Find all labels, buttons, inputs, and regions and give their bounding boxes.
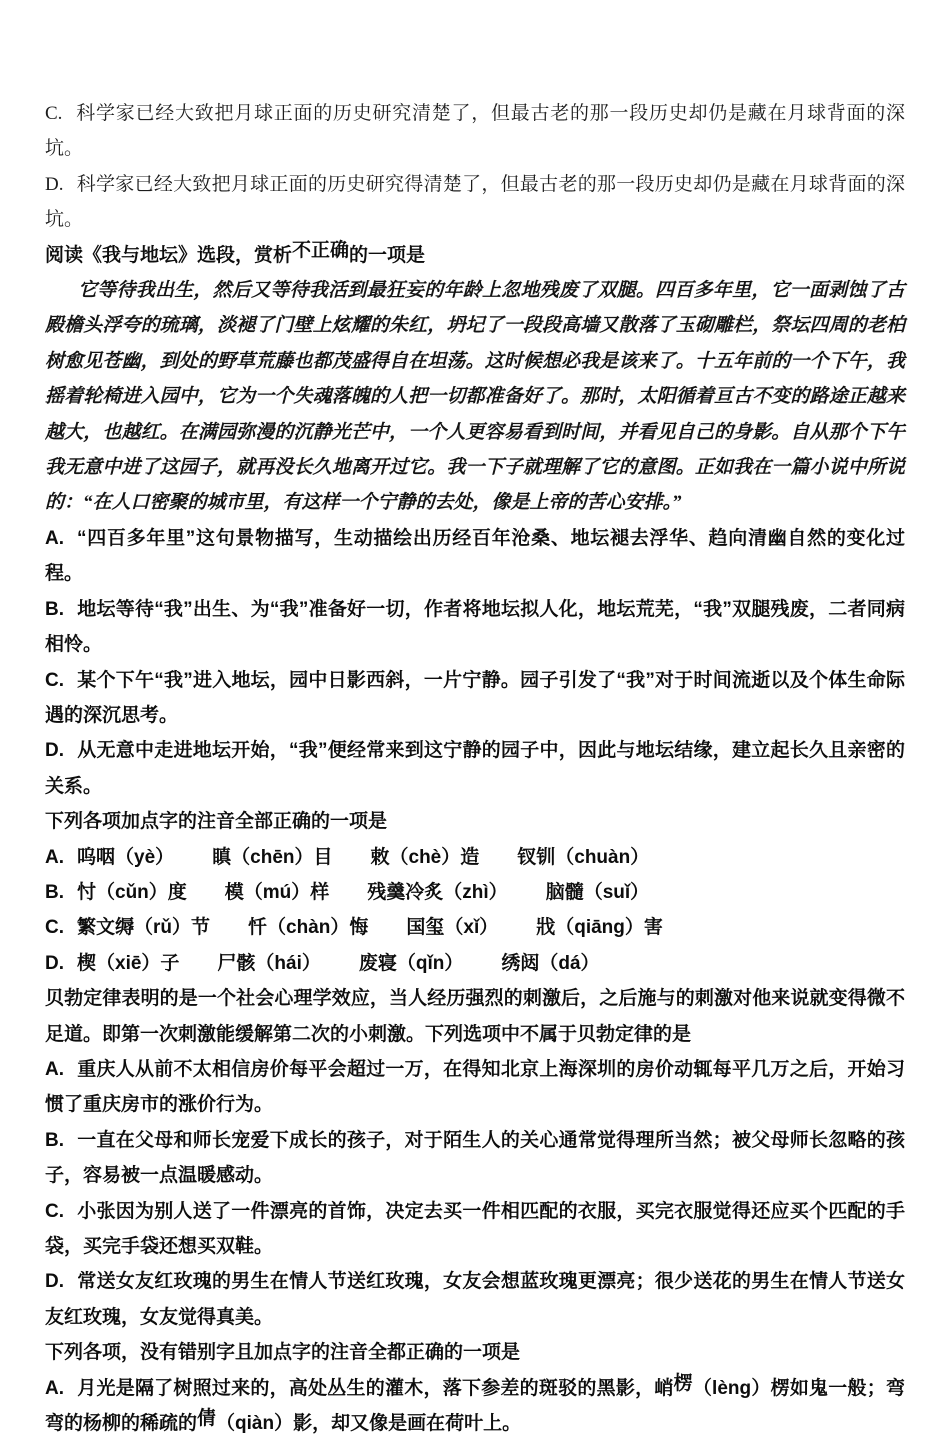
ditan-passage: 它等待我出生，然后又等待我活到最狂妄的年龄上忽地残废了双腿。四百多年里，它一面剥蚀了古殿檐头浮夸的琉璃，淡褪了门壁上炫耀的朱红，坍圮了一段段高墙又散落了玉砌雕栏，祭坛四周的老柏树愈见苍幽，到处的野草荒藤也都茂盛得自在坦荡。这时候想必我是该来了。十五年前的一个下午，我摇着轮椅进入园中，它为一个失魂落魄的人把一切都准备好了。那时，太阳循着亘古不变的路途正越来越大，也越红。在满园弥漫的沉静光芒中，一个人更容易看到时间，并看见自己的身影。自从那个下午我无意中进了这园子，就再没长久地离开过它。我一下子就理解了它的意图。正如我在一篇小说中所说的：“在人口密聚的城市里，有这样一个宁静的去处，像是上帝的苦心安排。” [45, 280, 905, 514]
pinyin-option-c [45, 910, 905, 945]
document-content [45, 96, 905, 1441]
pinyin-item: 废寝（qǐn） [358, 952, 464, 974]
prompt-text: 的一项是 [349, 244, 426, 266]
typo-option-a [45, 1371, 905, 1441]
pinyin-option-b [45, 875, 905, 910]
option-label: A. [45, 846, 64, 868]
pinyin-item: 钗钏（chuàn） [517, 846, 650, 868]
typo-question-prompt: 下列各项，没有错别字且加点字的注音全都正确的一项是 [45, 1342, 521, 1364]
pinyin-item: 模（mú）样 [224, 881, 330, 903]
ditan-option-c [45, 663, 905, 734]
pinyin-item: 国玺（xǐ） [406, 917, 499, 939]
option-label: C. [45, 1200, 64, 1222]
pinyin-item: 呜咽（yè） [77, 846, 175, 868]
ditan-option-d [45, 733, 905, 804]
option-text: 常送女友红玫瑰的男生在情人节送红玫瑰，女友会想蓝玫瑰更漂亮；很少送花的男生在情人节送女友红玫瑰，女友觉得真美。 [45, 1271, 905, 1328]
option-text: 从无意中走进地坛开始，“我”便经常来到这宁静的园子中，因此与地坛结缘，建立起长久且亲密的关系。 [45, 740, 905, 797]
ditan-question-prompt [45, 238, 905, 273]
pinyin-item: 繁文缛（rǔ）节 [77, 917, 211, 939]
ditan-option-b [45, 592, 905, 663]
option-label: D. [45, 173, 64, 195]
pinyin-item: 忖（cǔn）度 [77, 881, 187, 903]
beibo-option-c [45, 1194, 905, 1265]
pinyin-item: 瞋（chēn）目 [212, 846, 333, 868]
prompt-emphasis: 不正确 [292, 239, 350, 261]
option-label: D. [45, 740, 64, 762]
option-text: 地坛等待“我”出生、为“我”准备好一切，作者将地坛拟人化，地坛荒芜，“我”双腿残废，二者同病相怜。 [45, 598, 905, 656]
option-label: C. [45, 669, 64, 691]
pinyin-option-a [45, 840, 905, 875]
option-label: A. [45, 1377, 64, 1399]
beibo-question-intro: 贝勃定律表明的是一个社会心理学效应，当人经历强烈的刺激后，之后施与的刺激对他来说就变得微不足道。即第一次刺激能缓解第二次的小刺激。下列选项中不属于贝勃定律的是 [45, 988, 905, 1045]
beibo-option-a [45, 1052, 905, 1123]
option-label: B. [45, 598, 64, 620]
ditan-option-a [45, 521, 905, 592]
option-text: 月光是隔了树照过来的，高处丛生的灌木，落下参差的斑驳的黑影，峭 [77, 1377, 674, 1399]
option-label: B. [45, 881, 64, 903]
beibo-option-b [45, 1123, 905, 1194]
annotated-char: 楞 [673, 1372, 693, 1394]
option-label: B. [45, 1129, 64, 1151]
annotated-char: 倩 [197, 1408, 217, 1430]
pinyin-item: 忏（chàn）悔 [248, 917, 369, 939]
beibo-option-d [45, 1264, 905, 1335]
option-text: （qiàn）影，却又像是画在荷叶上。 [216, 1413, 522, 1435]
pinyin-item: 绣闼（dá） [501, 952, 600, 974]
option-label: D. [45, 1271, 64, 1293]
pinyin-item: 敕（chè）造 [370, 846, 480, 868]
option-label: A. [45, 1058, 64, 1080]
option-text: 一直在父母和师长宠爱下成长的孩子，对于陌生人的关心通常觉得理所当然；被父母师长忽略的孩子，容易被一点温暖感动。 [45, 1129, 905, 1187]
pinyin-question-prompt: 下列各项加点字的注音全部正确的一项是 [45, 811, 388, 833]
pinyin-item: 楔（xiē）子 [77, 952, 180, 974]
option-text: 科学家已经大致把月球正面的历史研究得清楚了，但最古老的那一段历史却仍是藏在月球背面的深坑。 [45, 173, 905, 231]
option-label: A. [45, 527, 64, 549]
pinyin-item: 尸骸（hái） [217, 952, 321, 974]
option-text: 科学家已经大致把月球正面的历史研究清楚了，但最古老的那一段历史却仍是藏在月球背面的深坑。 [45, 103, 905, 160]
option-label: C. [45, 917, 64, 939]
option-text: （lèng）楞如鬼一般；弯弯的杨柳的稀疏的 [45, 1377, 905, 1435]
option-text: 某个下午“我”进入地坛，园中日影西斜，一片宁静。园子引发了“我”对于时间流逝以及个体生命际遇的深沉思考。 [45, 669, 905, 726]
pinyin-item: 残羹冷炙（zhì） [367, 881, 508, 903]
pinyin-item: 脑髓（suǐ） [545, 881, 650, 903]
option-label: C. [45, 103, 63, 124]
option-text: “四百多年里”这句景物描写，生动描绘出历经百年沧桑、地坛褪去浮华、趋向清幽自然的变化过程。 [45, 527, 905, 585]
option-label: D. [45, 952, 64, 974]
prompt-text: 阅读《我与地坛》选段，赏析 [45, 244, 293, 266]
pinyin-item: 戕（qiāng）害 [536, 917, 663, 939]
option-text: 重庆人从前不太相信房价每平会超过一万，在得知北京上海深圳的房价动辄每平几万之后，开始习惯了重庆房市的涨价行为。 [45, 1058, 905, 1116]
moon-option-d [45, 167, 905, 238]
option-text: 小张因为别人送了一件漂亮的首饰，决定去买一件相匹配的衣服，买完衣服觉得还应买个匹配的手袋，买完手袋还想买双鞋。 [45, 1200, 905, 1257]
moon-option-c [45, 96, 905, 167]
pinyin-option-d [45, 946, 905, 981]
